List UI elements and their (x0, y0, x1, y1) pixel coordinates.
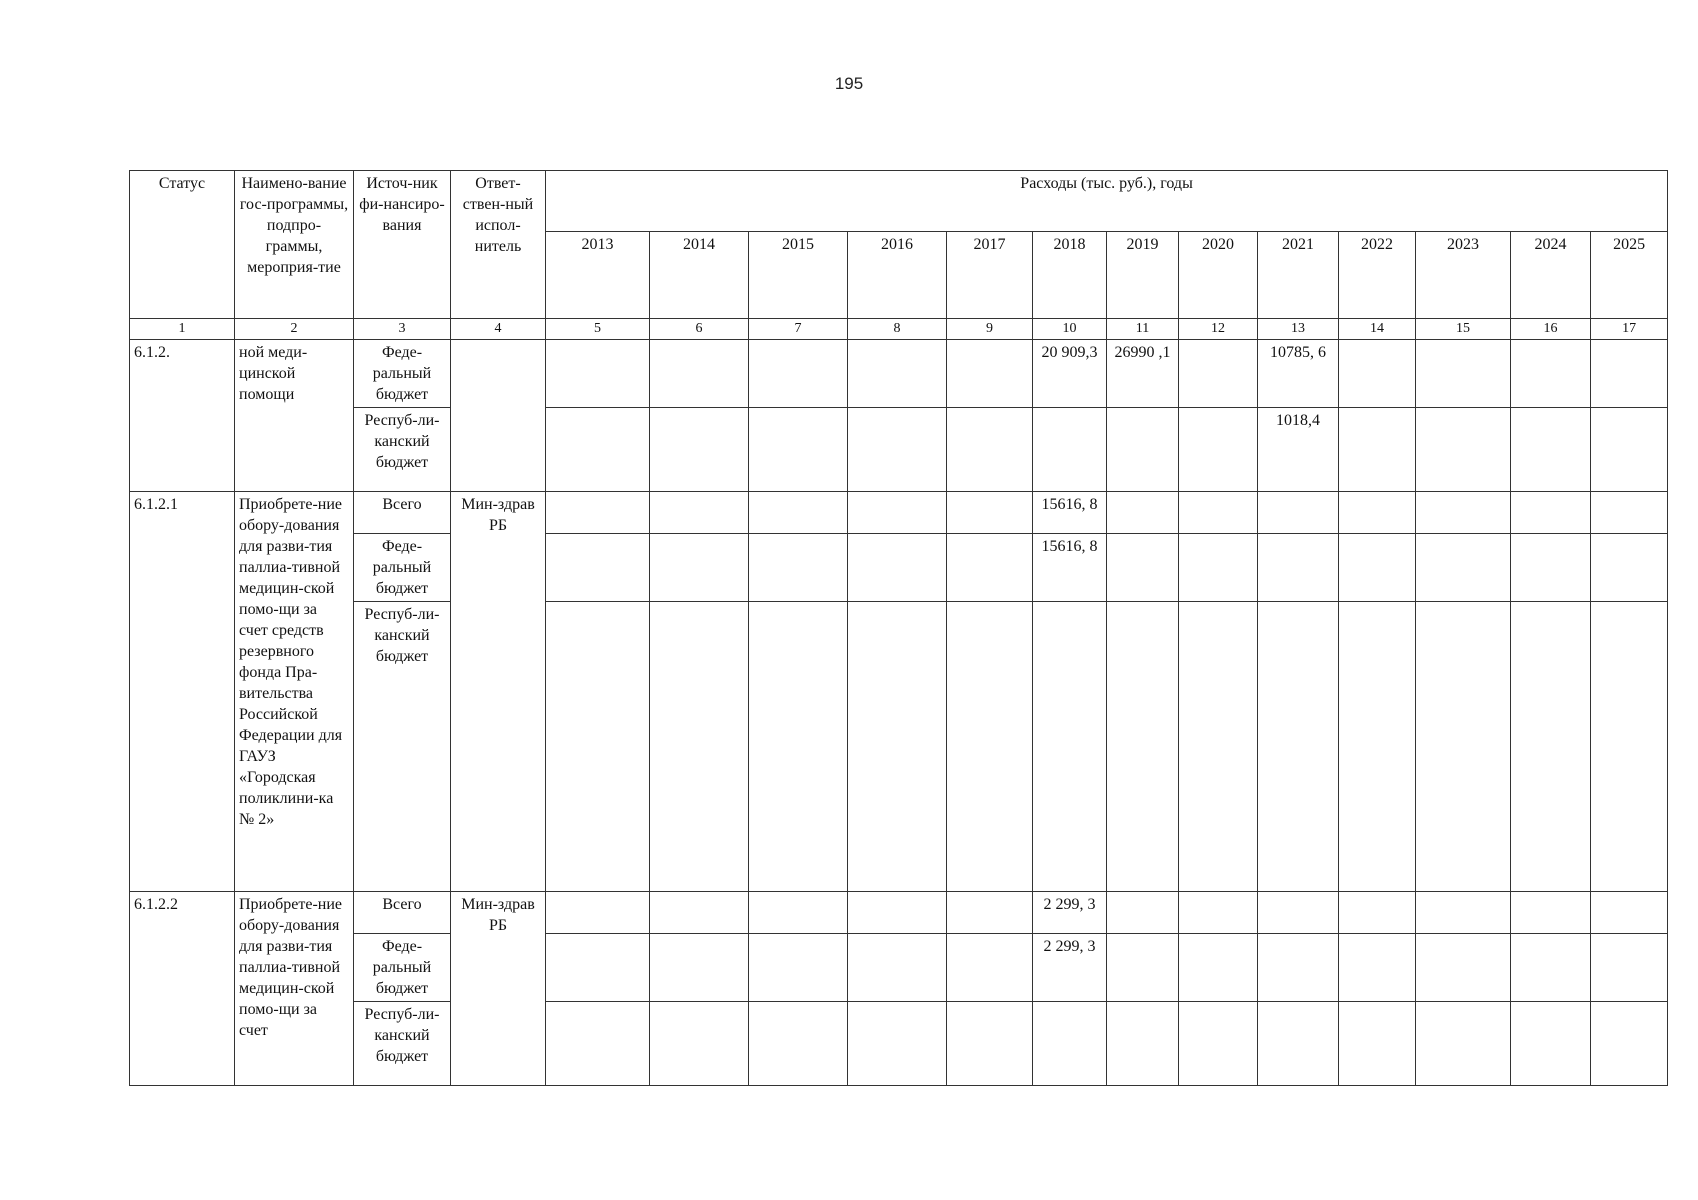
header-year: 2015 (749, 232, 848, 319)
header-year: 2025 (1591, 232, 1668, 319)
value-cell (1107, 534, 1179, 602)
value-cell: 15616, 8 (1033, 492, 1107, 534)
header-year: 2016 (848, 232, 947, 319)
column-number: 3 (354, 319, 451, 340)
column-number: 10 (1033, 319, 1107, 340)
value-cell: 10785, 6 (1258, 340, 1339, 408)
header-year: 2023 (1416, 232, 1511, 319)
value-cell (1416, 934, 1511, 1002)
value-cell (650, 534, 749, 602)
value-cell (848, 892, 947, 934)
value-cell (546, 534, 650, 602)
value-cell (848, 602, 947, 892)
column-number: 7 (749, 319, 848, 340)
row-source: Респуб-ли-канский бюджет (354, 602, 451, 892)
row-source: Всего (354, 492, 451, 534)
value-cell (1179, 340, 1258, 408)
value-cell (947, 602, 1033, 892)
value-cell (947, 1002, 1033, 1086)
header-year: 2020 (1179, 232, 1258, 319)
value-cell (1416, 1002, 1511, 1086)
value-cell (947, 934, 1033, 1002)
value-cell (546, 892, 650, 934)
value-cell (1416, 534, 1511, 602)
value-cell (848, 934, 947, 1002)
value-cell: 15616, 8 (1033, 534, 1107, 602)
value-cell (1107, 934, 1179, 1002)
value-cell (749, 934, 848, 1002)
value-cell (1416, 408, 1511, 492)
budget-table (129, 170, 1668, 1086)
value-cell (749, 340, 848, 408)
value-cell (650, 492, 749, 534)
value-cell (546, 492, 650, 534)
value-cell (1179, 602, 1258, 892)
row-executor: Мин-здрав РБ (451, 892, 546, 1086)
value-cell (546, 408, 650, 492)
value-cell (848, 534, 947, 602)
value-cell (1258, 892, 1339, 934)
header-year: 2022 (1339, 232, 1416, 319)
column-number: 16 (1511, 319, 1591, 340)
column-number: 6 (650, 319, 749, 340)
column-number: 1 (130, 319, 235, 340)
value-cell (1511, 1002, 1591, 1086)
value-cell (650, 602, 749, 892)
value-cell (1511, 892, 1591, 934)
value-cell (1258, 1002, 1339, 1086)
value-cell (546, 934, 650, 1002)
row-executor: Мин-здрав РБ (451, 492, 546, 892)
column-number: 14 (1339, 319, 1416, 340)
header-year: 2013 (546, 232, 650, 319)
value-cell (1511, 408, 1591, 492)
value-cell (1258, 534, 1339, 602)
value-cell (546, 1002, 650, 1086)
value-cell (1511, 934, 1591, 1002)
row-status: 6.1.2.2 (130, 892, 235, 1086)
value-cell (1591, 340, 1668, 408)
row-source: Феде-ральный бюджет (354, 534, 451, 602)
value-cell (650, 408, 749, 492)
value-cell (749, 408, 848, 492)
column-number: 12 (1179, 319, 1258, 340)
value-cell (749, 1002, 848, 1086)
value-cell (848, 492, 947, 534)
value-cell (1179, 1002, 1258, 1086)
value-cell (1107, 492, 1179, 534)
page-number: 195 (834, 74, 864, 93)
column-number: 11 (1107, 319, 1179, 340)
header-expenses: Расходы (тыс. руб.), годы (546, 171, 1668, 232)
row-status: 6.1.2. (130, 340, 235, 492)
value-cell (650, 892, 749, 934)
row-name: Приобрете-ние обору-дования для разви-тия паллиа-тивной медицин-ской помо-щи за счет (235, 892, 354, 1086)
value-cell (650, 340, 749, 408)
value-cell (749, 602, 848, 892)
table-row (130, 340, 1668, 408)
value-cell (1339, 492, 1416, 534)
column-number: 5 (546, 319, 650, 340)
value-cell (1511, 534, 1591, 602)
column-number: 17 (1591, 319, 1668, 340)
value-cell (1179, 892, 1258, 934)
value-cell (1107, 408, 1179, 492)
row-source: Респуб-ли-канский бюджет (354, 408, 451, 492)
value-cell (1591, 892, 1668, 934)
value-cell (1591, 408, 1668, 492)
header-status: Статус (130, 171, 235, 319)
value-cell (1258, 602, 1339, 892)
value-cell (947, 408, 1033, 492)
header-name: Наимено-вание гос-программы, подпро-граммы, мероприя-тие (235, 171, 354, 319)
header-source: Источ-ник фи-нансиро-вания (354, 171, 451, 319)
header-year: 2024 (1511, 232, 1591, 319)
value-cell (947, 340, 1033, 408)
value-cell (1339, 892, 1416, 934)
value-cell (1107, 892, 1179, 934)
value-cell: 26990 ,1 (1107, 340, 1179, 408)
value-cell (1107, 602, 1179, 892)
value-cell (1339, 340, 1416, 408)
value-cell (1591, 934, 1668, 1002)
table-row (130, 492, 1668, 534)
value-cell (1511, 492, 1591, 534)
value-cell (1107, 1002, 1179, 1086)
value-cell (1033, 602, 1107, 892)
value-cell (749, 492, 848, 534)
row-source: Феде-ральный бюджет (354, 340, 451, 408)
table-row (130, 408, 1668, 492)
value-cell (1339, 408, 1416, 492)
header-year: 2014 (650, 232, 749, 319)
row-executor (451, 340, 546, 492)
table-row (130, 934, 1668, 1002)
value-cell (1511, 340, 1591, 408)
header-year: 2018 (1033, 232, 1107, 319)
column-number: 4 (451, 319, 546, 340)
value-cell (1339, 534, 1416, 602)
value-cell (947, 534, 1033, 602)
row-name: ной меди-цинской помощи (235, 340, 354, 492)
table-row (130, 892, 1668, 934)
row-source: Феде-ральный бюджет (354, 934, 451, 1002)
column-number: 2 (235, 319, 354, 340)
column-number: 8 (848, 319, 947, 340)
value-cell (1179, 408, 1258, 492)
value-cell (749, 892, 848, 934)
header-executor: Ответ-ствен-ный испол-нитель (451, 171, 546, 319)
value-cell (1179, 934, 1258, 1002)
table-row (130, 602, 1668, 892)
value-cell (1339, 1002, 1416, 1086)
header-year: 2017 (947, 232, 1033, 319)
value-cell (848, 1002, 947, 1086)
table-row (130, 534, 1668, 602)
value-cell (1179, 492, 1258, 534)
value-cell (947, 492, 1033, 534)
value-cell (1339, 934, 1416, 1002)
value-cell (650, 1002, 749, 1086)
value-cell (1591, 492, 1668, 534)
value-cell (1591, 1002, 1668, 1086)
table-row (130, 1002, 1668, 1086)
value-cell (1339, 602, 1416, 892)
row-source: Всего (354, 892, 451, 934)
value-cell: 2 299, 3 (1033, 934, 1107, 1002)
column-number: 15 (1416, 319, 1511, 340)
value-cell (1511, 602, 1591, 892)
value-cell (1033, 1002, 1107, 1086)
column-number: 13 (1258, 319, 1339, 340)
value-cell (1416, 892, 1511, 934)
value-cell (1591, 534, 1668, 602)
value-cell (1258, 492, 1339, 534)
value-cell (1416, 492, 1511, 534)
value-cell (546, 340, 650, 408)
value-cell (1416, 340, 1511, 408)
header-year: 2021 (1258, 232, 1339, 319)
row-name: Приобрете-ние обору-дования для разви-тия паллиа-тивной медицин-ской помо-щи за счет средств резервного фонда Пра-вительства Российской Федерации для ГАУЗ «Городская поликлини-ка № 2» (235, 492, 354, 892)
value-cell (848, 408, 947, 492)
row-status: 6.1.2.1 (130, 492, 235, 892)
value-cell: 2 299, 3 (1033, 892, 1107, 934)
value-cell (947, 892, 1033, 934)
value-cell (749, 534, 848, 602)
value-cell (848, 340, 947, 408)
value-cell (1416, 602, 1511, 892)
value-cell: 1018,4 (1258, 408, 1339, 492)
value-cell (1258, 934, 1339, 1002)
value-cell (650, 934, 749, 1002)
row-source: Респуб-ли-канский бюджет (354, 1002, 451, 1086)
value-cell (1033, 408, 1107, 492)
value-cell (1591, 602, 1668, 892)
value-cell: 20 909,3 (1033, 340, 1107, 408)
header-year: 2019 (1107, 232, 1179, 319)
value-cell (546, 602, 650, 892)
column-number: 9 (947, 319, 1033, 340)
value-cell (1179, 534, 1258, 602)
